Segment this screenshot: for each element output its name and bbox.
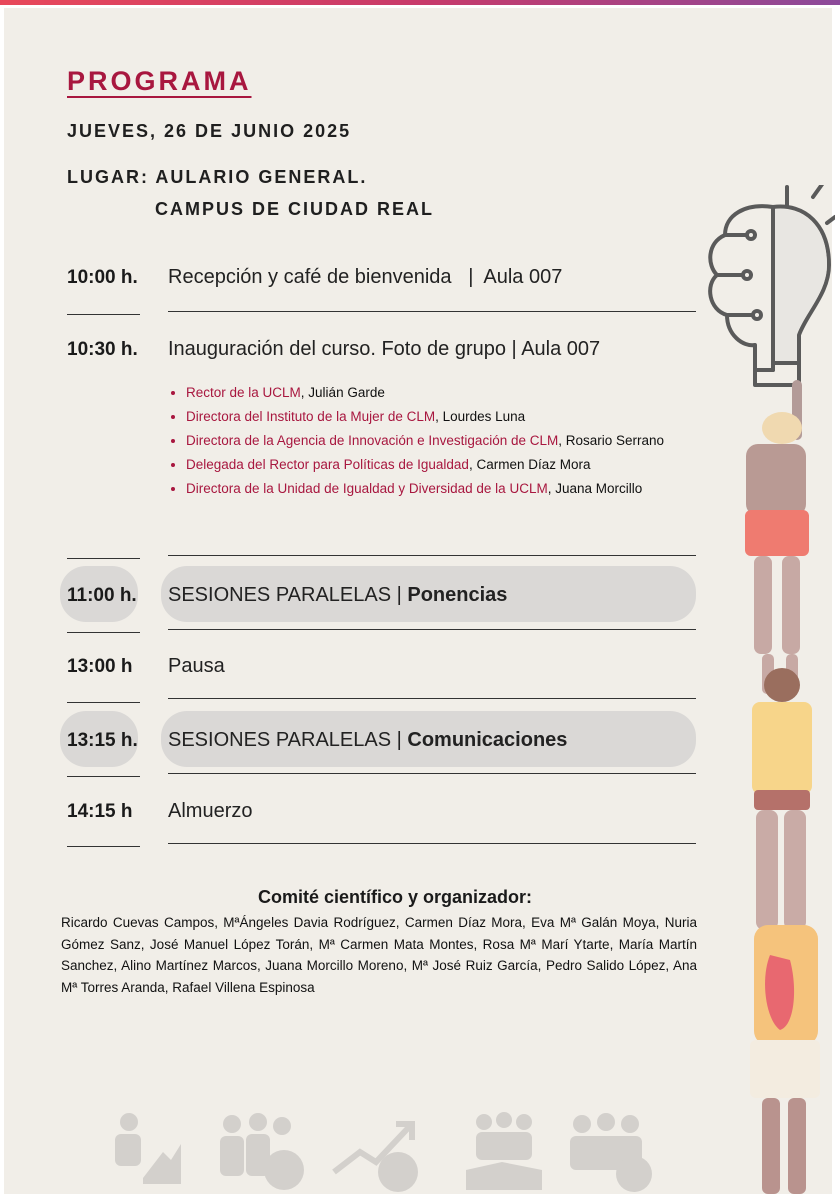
- schedule-event: Almuerzo: [168, 800, 253, 822]
- schedule-event: SESIONES PARALELAS | Ponencias: [168, 584, 508, 606]
- schedule-event: SESIONES PARALELAS | Comunicaciones: [168, 729, 568, 751]
- event-place-line1: LUGAR: AULARIO GENERAL.: [67, 167, 368, 187]
- divider: [168, 698, 696, 699]
- committee-heading: Comité científico y organizador:: [257, 887, 533, 907]
- committee-members: Ricardo Cuevas Campos, MªÁngeles Davia Rodríguez, Carmen Díaz Mora, Eva Mª Galán Moya, Nuria Gómez Sanz, José Manuel López Torán, Mª Carmen Mata Montes, Rosa Mª Marí Ytarte, María Martín Sanchez, Alino Martínez Marcos, Juana Morcillo Moreno, Mª José Ruiz García, Pedro Salido López, Ana Mª Torres Aranda, Rafael Villena Espinosa: [61, 915, 697, 995]
- divider: [67, 846, 140, 847]
- list-item: • Directora de la Agencia de Innovación e Investigación de CLM, Rosario Serrano: [186, 429, 664, 453]
- schedule-event: Pausa: [168, 655, 225, 677]
- team-lightbulb-icon: [562, 1112, 662, 1192]
- page-title: PROGRAMA: [67, 66, 252, 96]
- list-item: • Directora del Instituto de la Mujer de CLM, Lourdes Luna: [186, 405, 664, 429]
- schedule-event: Inauguración del curso. Foto de grupo | Aula 007: [168, 338, 601, 360]
- trend-arrow-globe-icon: [330, 1112, 430, 1192]
- brain-lightbulb-icon: [695, 185, 835, 395]
- divider: [168, 555, 696, 556]
- divider: [168, 311, 696, 312]
- team-globe-icon: [210, 1112, 305, 1192]
- divider: [67, 314, 140, 315]
- top-accent-bar: [0, 0, 840, 5]
- growth-chart-icon: [105, 1108, 185, 1188]
- divider: [67, 632, 140, 633]
- list-item: • Rector de la UCLM, Julián Garde: [186, 381, 664, 405]
- divider: [67, 702, 140, 703]
- divider: [168, 843, 696, 844]
- divider: [67, 558, 140, 559]
- schedule-time: 13:15 h.: [67, 730, 138, 751]
- schedule-time: 10:30 h.: [67, 339, 138, 360]
- divider: [168, 629, 696, 630]
- event-date: JUEVES, 26 DE JUNIO 2025: [67, 121, 352, 141]
- people-tower-illustration: [740, 380, 832, 1194]
- schedule-time: 14:15 h: [67, 801, 133, 822]
- schedule-time: 13:00 h: [67, 656, 133, 677]
- divider: [168, 773, 696, 774]
- handshake-team-icon: [462, 1110, 546, 1192]
- event-place-line2: CAMPUS DE CIUDAD REAL: [155, 199, 435, 219]
- list-item: • Directora de la Unidad de Igualdad y Diversidad de la UCLM, Juana Morcillo: [186, 477, 664, 501]
- schedule-event: Recepción y café de bienvenida | Aula 007: [168, 266, 563, 288]
- schedule-time: 11:00 h.: [67, 585, 137, 606]
- list-item: • Delegada del Rector para Políticas de Igualdad, Carmen Díaz Mora: [186, 453, 664, 477]
- schedule-time: 10:00 h.: [67, 267, 138, 288]
- speaker-list: [170, 381, 664, 501]
- divider: [67, 776, 140, 777]
